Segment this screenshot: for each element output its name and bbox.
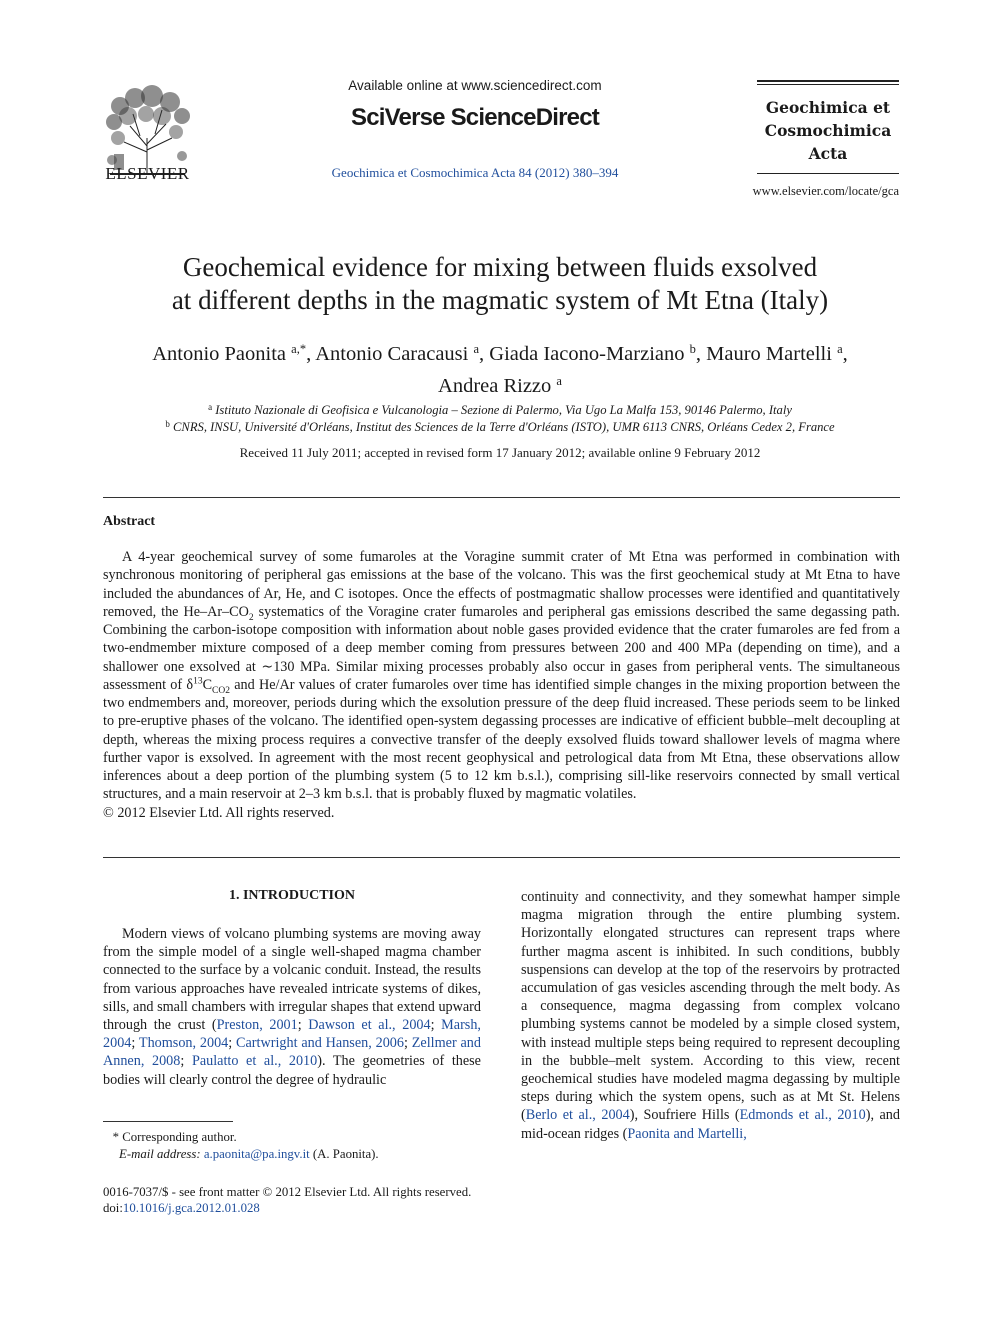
reference-link[interactable]: Zellmer and Annen, 2008 bbox=[103, 1035, 481, 1070]
reference-link[interactable]: Berlo et al., 2004 bbox=[525, 1107, 630, 1124]
journal-box-rule bbox=[757, 80, 899, 82]
email-footnote bbox=[103, 1147, 481, 1162]
doi-label: doi: bbox=[103, 1201, 123, 1215]
ref-separator: ; bbox=[430, 1017, 442, 1034]
received-dates: Received 11 July 2011; accepted in revised form 17 January 2012; available online 9 February 2012 bbox=[239, 445, 761, 460]
article-title bbox=[100, 251, 900, 317]
affiliation-text: CNRS, INSU, Université d'Orléans, Institut des Sciences de la Terre d'Orléans (ISTO), UMR 6113 CNRS, Orléans Cedex 2, France bbox=[173, 420, 835, 434]
reference-link[interactable]: Marsh, 2004 bbox=[103, 1017, 481, 1052]
author-name[interactable]: Giada Iacono-Marziano bbox=[489, 343, 685, 365]
author-separator: , bbox=[842, 343, 848, 365]
subscript: 2 bbox=[248, 612, 254, 623]
author-affiliation-mark[interactable]: b bbox=[689, 342, 696, 356]
available-online-text: Available online at www.sciencedirect.com bbox=[348, 78, 602, 93]
reference-link[interactable]: Thomson, 2004 bbox=[138, 1035, 229, 1052]
author-affiliation-mark[interactable]: a bbox=[556, 374, 562, 388]
abstract-heading: Abstract bbox=[103, 514, 156, 529]
footnote-text: Corresponding author. bbox=[119, 1130, 237, 1144]
body-text: ), and mid-ocean ridges ( bbox=[521, 1107, 900, 1142]
affiliation-b bbox=[100, 419, 900, 435]
journal-url-link[interactable]: www.elsevier.com/locate/gca bbox=[752, 184, 899, 198]
author-affiliation-mark[interactable]: a bbox=[473, 342, 480, 356]
author-affiliation-mark[interactable]: a,* bbox=[291, 342, 307, 356]
journal-box-rule bbox=[757, 84, 899, 85]
email-owner: (A. Paonita). bbox=[309, 1147, 379, 1161]
article-title-line: at different depths in the magmatic system of Mt Etna (Italy) bbox=[171, 285, 829, 315]
journal-name-line: Geochimica et bbox=[765, 98, 891, 117]
body-text: Modern views of volcano plumbing systems are moving away from the simple model of a single well-shaped magma chamber connected to the surface by a volcanic conduit. Instead, the results from various approaches have revealed intricate systems of dikes, sills, and small chambers with irregular shapes that extend upward through the crust ( bbox=[103, 926, 481, 1034]
abstract-text: systematics of the Voragine crater fumaroles and peripheral gas emissions described the same degassing path. Combining the carbon-isotope composition with information about noble gases provided evidence that the crater fumaroles are fed from a two-endmember mixture composed of a deep member coming from pressures between 200 and 400 MPa (depending on time), and a shallower one exsolved at ∼130 MPa. Similar mixing processes probably also occur in gases from peripheral vents. The simultaneous assessment of δ bbox=[103, 603, 900, 693]
abstract-text: C bbox=[202, 676, 213, 693]
author-affiliation-mark[interactable]: a bbox=[837, 342, 843, 356]
abstract-text: A 4-year geochemical survey of some fumaroles at the Voragine summit crater of Mt Etna was performed in combination with synchronous monitoring of peripheral gas emissions at the base of the volcano. This was the first geochemical study at Mt Etna to have included the abundances of Ar, He, and C isotopes. Once the effects of postmagmatic shallow processes were identified and quantitatively removed, the He–Ar–CO bbox=[103, 549, 900, 620]
author-name[interactable]: Andrea Rizzo bbox=[438, 375, 552, 397]
footnote-mark: * bbox=[112, 1130, 120, 1144]
email-link[interactable]: a.paonita@pa.ingv.it bbox=[203, 1147, 310, 1161]
journal-box-rule bbox=[757, 173, 899, 174]
affiliation-a bbox=[100, 402, 900, 418]
doi-line bbox=[103, 1201, 523, 1216]
abstract-top-rule bbox=[103, 497, 900, 498]
issn-line: 0016-7037/$ - see front matter © 2012 Elsevier Ltd. All rights reserved. bbox=[103, 1185, 472, 1199]
author-name[interactable]: Mauro Martelli bbox=[706, 343, 832, 365]
reference-link[interactable]: Cartwright and Hansen, 2006 bbox=[236, 1035, 404, 1052]
journal-name-line: Cosmochimica bbox=[764, 121, 892, 140]
body-column-right bbox=[521, 888, 900, 1143]
reference-link[interactable]: Preston, 2001 bbox=[216, 1017, 298, 1034]
author-name[interactable]: Antonio Paonita bbox=[152, 343, 287, 365]
journal-name-line: Acta bbox=[808, 144, 848, 163]
reference-link[interactable]: Paulatto et al., 2010 bbox=[191, 1053, 318, 1070]
publisher-name: ELSEVIER bbox=[105, 164, 190, 183]
body-column-left bbox=[103, 925, 481, 1089]
affiliation-text: Istituto Nazionale di Geofisica e Vulcanologia – Sezione di Palermo, Via Ugo La Malfa 153, 90146 Palermo, Italy bbox=[215, 403, 792, 417]
author-separator: , bbox=[479, 343, 490, 365]
author-list bbox=[100, 336, 900, 400]
reference-link[interactable]: Dawson et al., 2004 bbox=[308, 1017, 431, 1034]
subscript: CO2 bbox=[212, 685, 230, 696]
journal-name bbox=[757, 96, 899, 165]
reference-link[interactable]: Paonita and Martelli, bbox=[627, 1125, 747, 1142]
affiliation-mark: a bbox=[208, 402, 213, 412]
corresponding-author-footnote bbox=[103, 1130, 481, 1145]
copyright-text: © 2012 Elsevier Ltd. All rights reserved. bbox=[103, 804, 335, 821]
author-separator: , bbox=[306, 343, 316, 365]
abstract-text: and He/Ar values of crater fumaroles over time has identified simple changes in the mixing proportion between the two endmembers and, moreover, periods during which the exsolution pressure of the deep fluid increased. These periods seem to be linked to pre-eruptive phases of the volcano. The identified open-system degassing processes are indicative of efficient bubble–melt decoupling at depth, whereas the mixing process requires a convective transfer of the deeply exsolved fluids toward shallower levels of magma where further vapor is exsolved. In agreement with the most recent geophysical and petrological data from Mt Etna, these observations allow inferences about a deep portion of the plumbing system (5 to 12 km b.s.l.), comprising sill-like reservoirs connected by small vertical structures, and a main reservoir at 2–3 km b.s.l. that is probably fluxed by magmatic volatiles. bbox=[103, 676, 900, 803]
ref-separator: ; bbox=[297, 1017, 309, 1034]
body-text: ), Soufriere Hills ( bbox=[629, 1107, 740, 1124]
footnote-rule bbox=[103, 1121, 233, 1122]
ref-separator: ; bbox=[403, 1035, 412, 1052]
email-label: E-mail address: bbox=[119, 1147, 201, 1161]
journal-citation-link[interactable]: Geochimica et Cosmochimica Acta 84 (2012) 380–394 bbox=[331, 165, 619, 180]
abstract-bottom-rule bbox=[103, 857, 900, 858]
superscript: 13 bbox=[193, 676, 203, 687]
ref-separator: ; bbox=[228, 1035, 237, 1052]
ref-separator: ; bbox=[180, 1053, 192, 1070]
body-text: ). The geometries of these bodies will clearly control the degree of hydraulic bbox=[103, 1053, 481, 1088]
ref-separator: ; bbox=[131, 1035, 139, 1052]
affiliation-mark: b bbox=[165, 419, 170, 429]
article-title-line: Geochemical evidence for mixing between fluids exsolved bbox=[182, 252, 818, 282]
author-name[interactable]: Antonio Caracausi bbox=[315, 343, 469, 365]
author-separator: , bbox=[695, 343, 707, 365]
sciencedirect-logo: SciVerse ScienceDirect bbox=[351, 104, 599, 131]
section-heading-introduction: 1. INTRODUCTION bbox=[228, 888, 355, 903]
reference-link[interactable]: Edmonds et al., 2010 bbox=[739, 1107, 866, 1124]
doi-link[interactable]: 10.1016/j.gca.2012.01.028 bbox=[122, 1201, 260, 1215]
body-text: continuity and connectivity, and they somewhat hamper simple magma migration through the entire plumbing system. Horizontally elongated structures can represent traps where further magma ascent is inhibited. In such conditions, bubbly suspensions can develop at the top of the reservoirs by protracted accumulation of gas vesicles ascending through the melt body. As a consequence, magma degassing from complex volcano plumbing systems cannot be modeled by a simple closed system, with instead multiple steps being required to represent decoupling in the bubble–melt system. According to this view, recent geochemical studies have modeled magma degassing by multiple steps during which the system opens, such as at Mt St. Helens ( bbox=[521, 889, 900, 1124]
abstract-body bbox=[103, 548, 900, 822]
